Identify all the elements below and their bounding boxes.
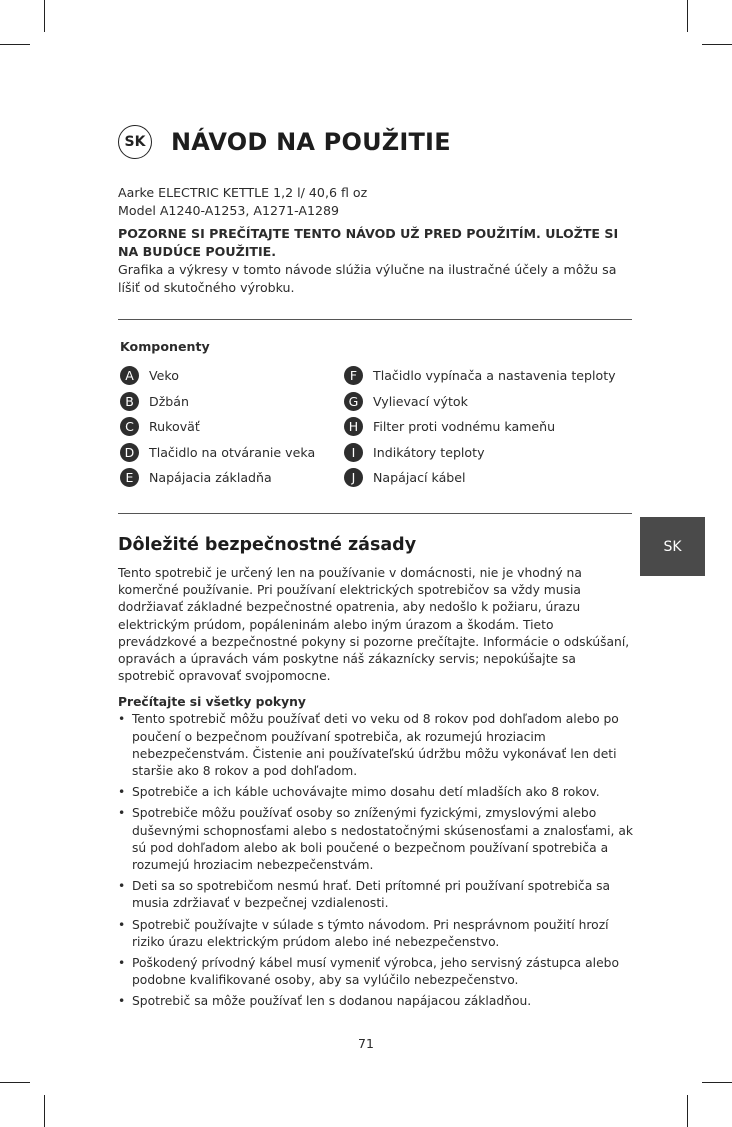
model-number: Model A1240-A1253, A1271-A1289 bbox=[118, 203, 340, 218]
crop-mark bbox=[702, 1082, 732, 1083]
component-item bbox=[120, 389, 315, 415]
language-side-tab: SK bbox=[640, 517, 705, 576]
components-list-right bbox=[344, 363, 616, 491]
language-badge: SK bbox=[118, 125, 152, 159]
component-item bbox=[344, 440, 616, 466]
component-label: Tlačidlo vypínača a nastavenia teploty bbox=[373, 368, 616, 384]
component-label: Tlačidlo na otváranie veka bbox=[149, 444, 316, 460]
component-label: Veko bbox=[149, 368, 179, 384]
component-item bbox=[120, 440, 315, 466]
section-heading: Dôležité bezpečnostné zásady bbox=[118, 535, 417, 555]
component-item bbox=[120, 363, 315, 389]
product-name: Aarke ELECTRIC KETTLE 1,2 l/ 40,6 fl oz bbox=[118, 185, 368, 200]
component-label: Indikátory teploty bbox=[373, 444, 485, 460]
safety-bullet: • Spotrebiče môžu používať osoby so zníženými fyzickými, zmyslovými alebo duševnými schopnosťami alebo s nedostatočnými skúsenosťami a znalosťami, ak sú pod dohľadom alebo ak boli poučené o bezpečnom používaní spotrebiča a rozumejú hroziacim nebezpečenstvám. bbox=[118, 805, 634, 874]
component-label: Rukoväť bbox=[149, 419, 200, 435]
component-item bbox=[344, 465, 616, 491]
safety-bullet: • Tento spotrebič môžu používať deti vo veku od 8 rokov pod dohľadom alebo po poučení o bezpečnom používaní spotrebiča, ak rozumejú hroziacim nebezpečenstvám. Čistenie ani používateľskú údržbu môžu vykonávať len deti staršie ako 8 rokov a pod dohľadom. bbox=[118, 711, 634, 780]
safety-bullet-list bbox=[118, 711, 634, 1010]
component-letter: H bbox=[344, 417, 363, 436]
divider bbox=[118, 319, 632, 320]
component-letter: E bbox=[120, 468, 139, 487]
illustration-note: Grafika a výkresy v tomto návode slúžia výlučne na ilustračné účely a môžu sa líšiť od skutočného výrobku. bbox=[118, 262, 617, 295]
crop-mark bbox=[44, 0, 45, 32]
component-letter: F bbox=[344, 366, 363, 385]
component-item bbox=[344, 389, 616, 415]
safety-bullet: • Deti sa so spotrebičom nesmú hrať. Deti prítomné pri používaní spotrebiča sa musia zdržiavať v bezpečnej vzdialenosti. bbox=[118, 878, 634, 912]
component-letter: I bbox=[344, 443, 363, 462]
crop-mark bbox=[687, 1095, 688, 1127]
component-letter: D bbox=[120, 443, 139, 462]
safety-intro: Tento spotrebič je určený len na používanie v domácnosti, nie je vhodný na komerčné používanie. Pri používaní elektrických spotrebičov sa vždy musia dodržiavať základné bezpečnostné opatrenia, aby nedošlo k požiaru, úrazu elektrickým prúdom, popáleninám alebo iným úrazom a škodám. Tieto prevádzkové a bezpečnostné pokyny si pozorne prečítajte. Informácie o odskúšaní, opravách a úpravách vám poskytne náš zákaznícky servis; nepokúšajte sa spotrebič opravovať svojpomocne. bbox=[118, 566, 630, 684]
page-header bbox=[118, 124, 451, 160]
component-item bbox=[120, 414, 315, 440]
crop-mark bbox=[0, 44, 30, 45]
component-label: Napájacia základňa bbox=[149, 470, 272, 486]
crop-mark bbox=[702, 44, 732, 45]
component-letter: A bbox=[120, 366, 139, 385]
crop-mark bbox=[0, 1082, 30, 1083]
component-item bbox=[344, 363, 616, 389]
page-title: NÁVOD NA POUŽITIE bbox=[171, 128, 451, 156]
intro-section bbox=[118, 184, 638, 297]
page-number: 71 bbox=[358, 1036, 374, 1051]
safety-bullet: • Spotrebiče a ich káble uchovávajte mimo dosahu detí mladších ako 8 rokov. bbox=[118, 784, 634, 801]
component-letter: C bbox=[120, 417, 139, 436]
component-label: Džbán bbox=[149, 393, 190, 409]
crop-mark bbox=[44, 1095, 45, 1127]
component-letter: J bbox=[344, 468, 363, 487]
divider bbox=[118, 513, 632, 514]
component-label: Vylievací výtok bbox=[373, 393, 468, 409]
crop-mark bbox=[687, 0, 688, 32]
component-letter: B bbox=[120, 392, 139, 411]
instructions-subheading: Prečítajte si všetky pokyny bbox=[118, 695, 306, 710]
component-item bbox=[344, 414, 616, 440]
component-letter: G bbox=[344, 392, 363, 411]
safety-bullet: • Poškodený prívodný kábel musí vymeniť výrobca, jeho servisný zástupca alebo podobne kvalifikované osoby, aby sa vylúčilo nebezpečenstvo. bbox=[118, 955, 634, 989]
component-label: Filter proti vodnému kameňu bbox=[373, 419, 556, 435]
components-title: Komponenty bbox=[120, 339, 210, 354]
component-item bbox=[120, 465, 315, 491]
component-label: Napájací kábel bbox=[373, 470, 466, 486]
safety-section bbox=[118, 535, 634, 1015]
read-warning: POZORNE SI PREČÍTAJTE TENTO NÁVOD UŽ PRED POUŽITÍM. ULOŽTE SI NA BUDÚCE POUŽITIE. bbox=[118, 226, 619, 259]
components-list-left bbox=[120, 363, 315, 491]
safety-bullet: • Spotrebič používajte v súlade s týmto návodom. Pri nesprávnom použití hrozí riziko úrazu elektrickým prúdom alebo iné nebezpečenstvo. bbox=[118, 917, 634, 951]
safety-bullet: • Spotrebič sa môže používať len s dodanou napájacou základňou. bbox=[118, 993, 634, 1010]
